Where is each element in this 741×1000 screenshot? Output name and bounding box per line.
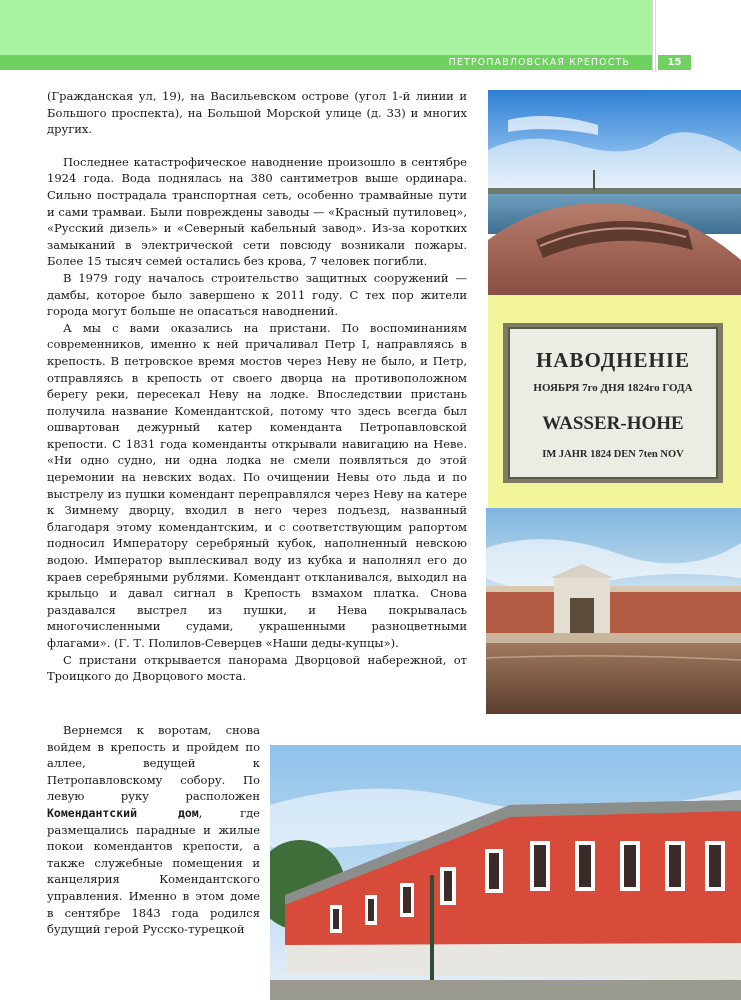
photo-flood-plaque bbox=[503, 323, 723, 483]
paragraph-6 bbox=[47, 722, 260, 938]
section-title: ПЕТРОПАВЛОВСКАЯ КРЕПОСТЬ bbox=[448, 57, 630, 68]
photo-embankment-river bbox=[488, 90, 741, 295]
top-color-band bbox=[0, 0, 652, 55]
paragraph-2: Последнее катастрофическое наводнение произошло в сентябре 1924 года. Вода поднялась на 380 сантиметров выше ординара. Сильно пострадала транспортная сеть, особенно трамвайные пути и сами трамваи. Были повреждены заводы — «Красный путиловец», «Русский дизель» и «Северный кабельный завод». Из-за коротких замыканий в электрической сети повсюду возникали пожары. Более 15 тысяч семей остались без крова, 7 человек погибли. bbox=[47, 154, 467, 269]
running-header-bar bbox=[0, 55, 652, 70]
plaque-line-2: НОЯБРЯ 7го ДНЯ 1824го ГОДА bbox=[533, 382, 693, 394]
page-number: 15 bbox=[667, 57, 682, 68]
paragraph-1: (Гражданская ул, 19), на Васильевском острове (угол 1-й линии и Большого проспекта), на Большой Морской улице (д. 33) и многих других. bbox=[47, 89, 467, 137]
paragraph-6-start: Вернемся к воротам, снова войдем в крепость и пройдем по аллее, ведущей к Петропавловскому собору. По левую руку расположен bbox=[47, 723, 260, 804]
plaque-line-4: IM JAHR 1824 DEN 7ten NOV bbox=[542, 449, 684, 460]
plaque-line-1: НАВОДНЕНІЕ bbox=[535, 348, 691, 372]
plaque-line-3: WASSER-HOHE bbox=[542, 413, 684, 434]
main-text-column bbox=[47, 88, 467, 685]
photo-neva-gate bbox=[486, 508, 741, 714]
paragraph-3: В 1979 году началось строительство защитных сооружений — дамбы, которое было завершено к 2011 году. С тех пор жители города могут больше не опасаться наводнений. bbox=[47, 270, 467, 319]
commandant-house-text bbox=[47, 722, 260, 938]
paragraph-6-end: , где размещались парадные и жилые покои комендантов крепости, а также служебные помещения и канцелярия Комендантского управления. Именно в этом доме в сентябре 1843 года родился будущий герой Русско-турецкой bbox=[47, 805, 260, 937]
page-number-box bbox=[658, 55, 691, 70]
photo-commandants-house bbox=[270, 745, 741, 1000]
paragraph-5: С пристани открывается панорама Дворцовой набережной, от Троицкого до Дворцового моста. bbox=[47, 652, 467, 684]
header-divider bbox=[652, 0, 656, 72]
commandants-house-term: Комендантский дом bbox=[47, 805, 199, 820]
paragraph-4: А мы с вами оказались на пристани. По воспоминаниям современников, именно к ней причаливал Петр I, направляясь в крепость. В петровское время мостов через Неву не было, и Петр, отправляясь в крепость от своего дворца на противоположном берегу реки, пересекал Неву на лодке. Впоследствии пристань получила название Комендантской, потому что здесь всегда был ошвартован дежурный катер коменданта Петропавловской крепости. С 1831 года коменданты открывали навигацию на Неве. «Ни одно судно, ни одна лодка не смели появляться до этой церемонии на невских водах. По очищении Невы ото льда и по выстрелу из пушки комендант переправлялся через Неву на катере к Зимнему дворцу, входил в него через подъезд, названный благодаря этому комендантским, и с соответствующим рапортом подносил Императору серебряный кубок, наполненный невскою водою. Император выплескивал воду из кубка и наполнял его до краев серебряными рублями. Комендант откланивался, выходил на крыльцо и давал сигнал в Крепость взмахом платка. Снова раздавался выстрел из пушки, и Нева покрывалась многочисленными судами, украшенными разноцветными флагами». (Г. Т. Полилов-Северцев «Наши деды-купцы»). bbox=[47, 320, 467, 650]
